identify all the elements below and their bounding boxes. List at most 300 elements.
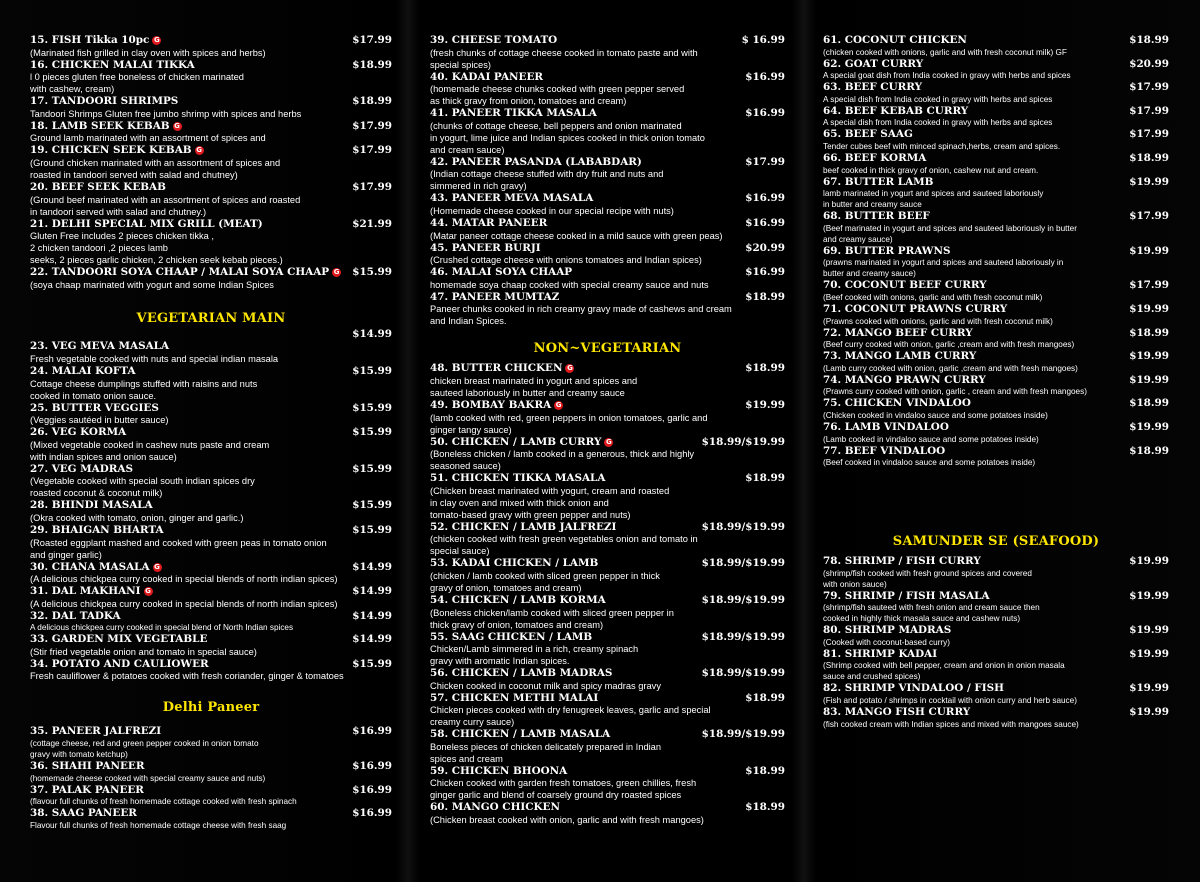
menu-item	[823, 81, 1169, 105]
dish-name	[30, 59, 195, 72]
menu-item-header	[430, 594, 785, 607]
dish-description: Chicken cooked with garden fresh tomatoes, green chillies, fresh ginger garlic and blend of coarsely ground dry roasted spices	[430, 778, 697, 801]
dish-name-text: 63. BEEF CURRY	[823, 81, 923, 94]
dish-description: (Mixed vegetable cooked in cashew nuts paste and cream with indian spices and onion sauce)	[30, 439, 270, 462]
menu-item-header	[30, 402, 392, 415]
menu-item-header	[823, 350, 1169, 363]
menu-item	[430, 71, 785, 108]
menu-item	[823, 279, 1169, 303]
dish-price: $20.99	[745, 241, 785, 254]
menu-item	[30, 499, 392, 524]
menu-item-header	[823, 445, 1169, 458]
dish-name	[30, 426, 126, 439]
dish-description: (Prawns curry cooked with onion, garlic , cream and with fresh mangoes)	[823, 387, 1087, 397]
menu-item	[30, 585, 392, 610]
menu-item	[30, 658, 392, 683]
dish-description: (Boneless chicken / lamb cooked in a generous, thick and highly seasoned sauce)	[430, 449, 695, 472]
dish-description: (chunks of cottage cheese, bell peppers and onion marinated in yogurt, lime juice and Indian spices cooked in thick onion tomato and cream sauce)	[430, 120, 705, 155]
gluten-free-badge-icon: G	[196, 146, 202, 155]
dish-price: $19.99	[1129, 420, 1169, 433]
dish-name-text: 55. SAAG CHICKEN / LAMB	[430, 630, 593, 643]
dish-price: $17.99	[352, 34, 392, 46]
dish-name	[30, 181, 166, 194]
dish-name-text: 26. VEG KORMA	[30, 426, 127, 439]
menu-item	[430, 242, 785, 267]
dish-description: Cottage cheese dumplings stuffed with raisins and nuts cooked in tomato onion sauce.	[30, 378, 258, 401]
section-heading: NON~VEGETARIAN	[533, 341, 682, 357]
dish-description: (fresh chunks of cottage cheese cooked in tomato paste and with special spices)	[430, 47, 698, 70]
dish-name-text: 43. PANEER MEVA MASALA	[430, 192, 594, 205]
menu-item-header	[823, 210, 1169, 223]
dish-price: $17.99	[745, 155, 785, 168]
menu-item	[823, 245, 1169, 280]
dish-name-text: 40. KADAI PANEER	[430, 70, 544, 83]
dish-name	[430, 631, 592, 644]
dish-name	[30, 463, 133, 476]
dish-price: $18.99/$19.99	[701, 728, 785, 741]
dish-price: $19.99	[1129, 647, 1169, 660]
menu-item-header	[430, 557, 785, 570]
dish-price: $19.99	[1129, 555, 1169, 568]
dish-name-text: 24. MALAI KOFTA	[30, 364, 136, 377]
dish-name	[30, 524, 164, 537]
menu-item	[430, 192, 785, 217]
dish-name	[30, 218, 263, 231]
menu-item	[823, 34, 1169, 58]
dish-name-text: 78. SHRIMP / FISH CURRY	[823, 555, 981, 568]
dish-name	[430, 107, 597, 120]
dish-name-text: 58. CHICKEN / LAMB MASALA	[430, 728, 611, 741]
dish-name	[823, 590, 990, 603]
dish-name-text: 33. GARDEN MIX VEGETABLE	[30, 633, 208, 646]
dish-description: (Boneless chicken/lamb cooked with sliced green pepper in thick gravy of onion, tomatoes and cream)	[430, 607, 674, 630]
dish-name	[30, 34, 161, 47]
dish-name-text: 41. PANEER TIKKA MASALA	[430, 107, 597, 120]
dish-description: Ground lamb marinated with an assortment of spices and	[30, 133, 266, 144]
menu-item-header	[30, 34, 392, 47]
dish-name-text: 60. MANGO CHICKEN	[430, 801, 560, 814]
dish-name-text: 20. BEEF SEEK KEBAB	[30, 180, 166, 193]
menu-item-header	[30, 144, 392, 157]
dish-name	[823, 279, 987, 292]
menu-item	[30, 633, 392, 658]
dish-name	[430, 521, 616, 534]
dish-name	[430, 667, 612, 680]
dish-description: (chicken / lamb cooked with sliced green pepper in thick gravy of onion, tomatoes and cream)	[430, 570, 660, 593]
dish-name-text: 57. CHICKEN METHI MALAI	[430, 691, 599, 704]
dish-description: (Lamb curry cooked with onion, garlic ,cream and with fresh mangoes)	[823, 363, 1078, 373]
menu-item	[30, 181, 392, 218]
menu-item-header	[30, 95, 392, 108]
menu-item	[30, 725, 392, 760]
dish-name	[823, 34, 967, 47]
dish-description: lamb marinated in yogurt and spices and sauteed laboriously in butter and creamy sauce	[823, 189, 1044, 210]
dish-description: (shrimp/fish sauteed with fresh onion and cream sauce then cooked in highly thick masala sauce and cashew nuts)	[823, 603, 1040, 624]
menu-item	[30, 402, 392, 427]
menu-item	[430, 399, 785, 436]
dish-name-text: 72. MANGO BEEF CURRY	[823, 326, 973, 339]
dish-price: $18.99	[1129, 326, 1169, 339]
menu-item-header	[823, 327, 1169, 340]
dish-name-text: 42. PANEER PASANDA (LABABDAR)	[430, 155, 642, 168]
menu-item-header	[823, 706, 1169, 719]
dish-name-text: 21. DELHI SPECIAL MIX GRILL (MEAT)	[30, 217, 263, 230]
dish-price: $18.99	[1129, 34, 1169, 46]
gluten-free-badge-icon: G	[154, 562, 160, 571]
dish-name-text: 53. KADAI CHICKEN / LAMB	[430, 557, 599, 570]
dish-name	[823, 176, 933, 189]
dish-description: (Beef curry cooked with onion, garlic ,cream and with fresh mangoes)	[823, 340, 1075, 350]
dish-name	[430, 156, 642, 169]
menu-item	[30, 610, 392, 634]
menu-item-header	[430, 436, 785, 449]
menu-item-header	[430, 728, 785, 741]
dish-description: (Stir fried vegetable onion and tomato in special sauce)	[30, 646, 257, 657]
menu-item-header	[30, 463, 392, 476]
dish-description: (homemade cheese chunks cooked with green pepper served as thick gravy from onion, tomatoes and cream)	[430, 84, 685, 107]
dish-name	[823, 350, 976, 363]
dish-description: (fish cooked cream with Indian spices and mixed with mangoes sauce)	[823, 719, 1079, 729]
menu-item	[30, 59, 392, 96]
dish-description: Tandoori Shrimps Gluten free jumbo shrimp with spices and herbs	[30, 108, 302, 119]
dish-price: $18.99	[352, 95, 392, 108]
dish-description: Flavour full chunks of fresh homemade cottage cheese with fresh saag	[30, 820, 287, 830]
dish-name	[30, 120, 182, 133]
dish-name	[430, 436, 613, 449]
dish-name	[823, 245, 950, 258]
dish-name-text: 77. BEEF VINDALOO	[823, 444, 946, 457]
menu-item-header	[30, 340, 392, 353]
dish-price: $21.99	[352, 217, 392, 230]
dish-name	[430, 594, 606, 607]
menu-item-header	[30, 120, 392, 133]
menu-item-header	[430, 242, 785, 255]
dish-name	[30, 95, 178, 108]
menu-item	[430, 521, 785, 558]
dish-name	[430, 557, 598, 570]
dish-price: $14.99	[352, 609, 392, 622]
menu-item	[430, 631, 785, 668]
dish-price: $16.99	[352, 725, 392, 738]
dish-name	[30, 725, 161, 738]
menu-item	[30, 426, 392, 463]
dish-description: (Indian cottage cheese stuffed with dry fruit and nuts and simmered in rich gravy)	[430, 169, 664, 192]
dish-name	[823, 303, 1007, 316]
menu-item	[30, 365, 392, 402]
dish-name-text: 16. CHICKEN MALAI TIKKA	[30, 58, 195, 71]
menu-item-header	[30, 633, 392, 646]
menu-item-header	[430, 266, 785, 279]
dish-price: $19.99	[1129, 373, 1169, 386]
menu-item-header	[30, 610, 392, 623]
dish-price: $ 16.99	[741, 34, 785, 46]
dish-description: (Okra cooked with tomato, onion, ginger and garlic.)	[30, 512, 244, 523]
menu-item	[430, 765, 785, 802]
menu-item-header	[30, 266, 392, 279]
dish-description: (Roasted eggplant mashed and cooked with green peas in tomato onion and ginger garlic)	[30, 537, 327, 560]
dish-name	[30, 658, 209, 671]
dish-price: $15.99	[352, 401, 392, 414]
menu-item-header	[30, 499, 392, 512]
menu-item	[430, 156, 785, 193]
section-heading: SAMUNDER SE (SEAFOOD)	[892, 534, 1100, 550]
menu-item-header	[430, 667, 785, 680]
menu-item	[823, 327, 1169, 351]
dish-price: $17.99	[352, 119, 392, 132]
menu-item-header	[30, 218, 392, 231]
dish-price: $15.99	[352, 426, 392, 439]
dish-name-text: 83. MANGO FISH CURRY	[823, 706, 971, 719]
dish-price: $18.99/$19.99	[701, 630, 785, 643]
menu-item-header	[823, 648, 1169, 661]
dish-name	[823, 682, 1004, 695]
dish-name	[430, 291, 559, 304]
menu-item	[30, 266, 392, 291]
dish-price: $18.99/$19.99	[701, 667, 785, 680]
menu-item-header	[30, 658, 392, 671]
dish-price: $14.99	[352, 560, 392, 573]
dish-price: $18.99	[1129, 444, 1169, 457]
menu-item	[823, 624, 1169, 648]
dish-description: (Fish and potato / shrimps in cocktail with onion curry and herb sauce)	[823, 696, 1077, 706]
dish-name	[430, 399, 563, 412]
menu-item-header	[823, 128, 1169, 141]
dish-price: $18.99	[745, 801, 785, 814]
menu-item	[430, 557, 785, 594]
menu-item-header	[430, 217, 785, 230]
dish-name	[430, 217, 547, 230]
dish-name	[430, 692, 598, 705]
dish-name-text: 71. COCONUT PRAWNS CURRY	[823, 302, 1008, 315]
dish-name	[430, 728, 610, 741]
dish-description: (lamb cooked with red, green peppers in onion tomatoes, garlic and ginger tangy sauce)	[430, 412, 708, 435]
dish-name	[30, 585, 153, 598]
gluten-free-badge-icon: G	[333, 268, 340, 277]
dish-name	[430, 472, 605, 485]
menu-item	[430, 728, 785, 765]
dish-name-text: 29. BHAIGAN BHARTA	[30, 523, 164, 536]
menu-item	[430, 291, 785, 328]
dish-description: (Veggies sautéed in butter sauce)	[30, 415, 169, 426]
dish-name	[430, 765, 567, 778]
menu-item	[823, 374, 1169, 398]
dish-description: (prawns marinated in yogurt and spices and sauteed laboriously in butter and creamy sauce)	[823, 258, 1064, 279]
dish-price: $16.99	[745, 192, 785, 205]
dish-description: (Matar paneer cottage cheese cooked in a mild sauce with green peas)	[430, 230, 723, 241]
menu-item	[823, 555, 1169, 590]
menu-item	[30, 760, 392, 784]
dish-name-text: 81. SHRIMP KADAI	[823, 647, 938, 660]
dish-description: (Chicken breast marinated with yogurt, cream and roasted in clay oven and mixed with thick onion and tomato-based gravy with green pepper and nuts)	[430, 485, 670, 520]
dish-name-text: 15. FISH Tikka 10pc	[30, 34, 150, 46]
menu-item-header	[430, 521, 785, 534]
menu-item	[430, 362, 785, 399]
dish-description: (Shrimp cooked with bell pepper, cream and onion in onion masala sauce and crushed spices)	[823, 661, 1065, 682]
dish-price: $16.99	[745, 107, 785, 120]
dish-price: $17.99	[1129, 104, 1169, 117]
dish-name-text: 44. MATAR PANEER	[430, 216, 548, 229]
dish-price: $17.99	[1129, 128, 1169, 141]
dish-description: A special dish from India cooked in gravy with herbs and spices	[823, 118, 1053, 128]
dish-description: Tender cubes beef with minced spinach,herbs, cream and spices.	[823, 141, 1061, 151]
dish-name	[430, 192, 593, 205]
dish-name-text: 67. BUTTER LAMB	[823, 175, 934, 188]
menu-item-header	[30, 365, 392, 378]
dish-name-text: 28. BHINDI MASALA	[30, 499, 153, 512]
dish-price: $17.99	[352, 180, 392, 193]
dish-price: $19.99	[1129, 350, 1169, 363]
dish-name	[30, 365, 136, 378]
menu-item	[430, 266, 785, 291]
dish-description: Boneless pieces of chicken delicately prepared in Indian spices and cream	[430, 741, 662, 764]
dish-description: chicken breast marinated in yogurt and spices and sauteed laboriously in butter and creamy sauce	[430, 375, 638, 398]
dish-name-text: 73. MANGO LAMB CURRY	[823, 350, 977, 363]
dish-name	[823, 555, 981, 568]
menu-item-header	[430, 631, 785, 644]
dish-name-text: 59. CHICKEN BHOONA	[430, 764, 568, 777]
gluten-free-badge-icon: G	[153, 36, 160, 44]
dish-price: $18.99/$19.99	[701, 557, 785, 570]
dish-name-text: 76. LAMB VINDALOO	[823, 420, 949, 433]
dish-name	[430, 34, 557, 47]
menu-item	[430, 436, 785, 473]
dish-price: $19.99	[1129, 589, 1169, 602]
dish-name-text: 54. CHICKEN / LAMB KORMA	[430, 593, 606, 606]
menu-item	[823, 397, 1169, 421]
dish-price: $15.99	[352, 364, 392, 377]
menu-item-header	[823, 105, 1169, 118]
dish-price: $18.99	[1129, 151, 1169, 164]
dish-name	[30, 144, 204, 157]
dish-description: (chicken cooked with fresh green vegetables onion and tomato in special sauce)	[430, 534, 698, 557]
menu-item	[30, 218, 392, 267]
dish-price: $18.99	[745, 691, 785, 704]
menu-item	[823, 682, 1169, 706]
dish-description: (cottage cheese, red and green pepper cooked in onion tomato gravy with tomato ketchup)	[30, 739, 259, 760]
dish-price: $16.99	[745, 216, 785, 229]
menu-item	[823, 128, 1169, 152]
dish-name	[30, 760, 144, 773]
dish-name-text: 79. SHRIMP / FISH MASALA	[823, 589, 990, 602]
dish-name	[823, 421, 949, 434]
dish-name	[430, 266, 572, 279]
dish-price: $15.99	[352, 499, 392, 512]
dish-name	[823, 706, 970, 719]
dish-description: (A delicious chickpea curry cooked in special blends of north indian spices)	[30, 574, 338, 585]
dish-name	[823, 105, 968, 118]
dish-name	[430, 362, 574, 375]
dish-name-text: 74. MANGO PRAWN CURRY	[823, 373, 986, 386]
menu-item-header	[430, 71, 785, 84]
dish-name-text: 56. CHICKEN / LAMB MADRAS	[430, 667, 613, 680]
menu-item	[430, 34, 785, 71]
dish-name-text: 64. BEEF KEBAB CURRY	[823, 104, 969, 117]
menu-item	[823, 706, 1169, 730]
dish-name	[823, 327, 973, 340]
dish-name-text: 17. TANDOORI SHRIMPS	[30, 95, 179, 108]
menu-item	[823, 350, 1169, 374]
dish-name-text: 39. CHEESE TOMATO	[430, 34, 558, 46]
dish-name	[30, 340, 169, 353]
dish-name	[30, 499, 153, 512]
dish-price: $18.99	[745, 362, 785, 375]
menu-item-header	[30, 585, 392, 598]
menu-item-header	[30, 181, 392, 194]
dish-name	[430, 71, 543, 84]
dish-name	[823, 128, 913, 141]
dish-description: (shrimp/fish cooked with fresh ground spices and covered with onion sauce)	[823, 568, 1032, 589]
dish-price: $17.99	[352, 144, 392, 157]
dish-name	[30, 610, 121, 623]
dish-name	[30, 561, 162, 574]
dish-name-text: 69. BUTTER PRAWNS	[823, 244, 951, 257]
menu-item-header	[823, 279, 1169, 292]
dish-price: $18.99	[745, 290, 785, 303]
menu-item-header	[823, 397, 1169, 410]
menu-item-header	[823, 58, 1169, 71]
dish-description: (Lamb cooked in vindaloo sauce and some potatoes inside)	[823, 434, 1039, 444]
dish-name	[823, 210, 930, 223]
dish-description: (Homemade cheese cooked in our special recipe with nuts)	[430, 205, 674, 216]
dish-name-text: 62. GOAT CURRY	[823, 57, 924, 70]
menu-item-header	[823, 303, 1169, 316]
dish-description: Paneer chunks cooked in rich creamy gravy made of cashews and cream and Indian Spices.	[430, 304, 732, 327]
menu-item-header	[430, 362, 785, 375]
dish-price: $19.99	[1129, 302, 1169, 315]
menu-item-header	[430, 692, 785, 705]
dish-price: $16.99	[352, 807, 392, 820]
dish-description: (Beef cooked with onions, garlic and with fresh coconut milk)	[823, 292, 1043, 302]
menu-item-header	[823, 245, 1169, 258]
menu-item-header	[823, 421, 1169, 434]
dish-name-text: 34. POTATO AND CAULIOWER	[30, 657, 209, 670]
dish-name-text: 32. DAL TADKA	[30, 609, 121, 622]
dish-name-text: 27. VEG MADRAS	[30, 462, 133, 475]
dish-name-text: 18. LAMB SEEK KEBAB	[30, 119, 170, 132]
menu-item	[430, 667, 785, 692]
dish-price: $15.99	[352, 657, 392, 670]
dish-price: $18.99	[352, 58, 392, 71]
dish-price: $14.99	[352, 633, 392, 646]
dish-description: Chicken cooked in coconut milk and spicy madras gravy	[430, 680, 661, 691]
menu-item-header	[430, 291, 785, 304]
dish-description: (Ground beef marinated with an assortment of spices and roasted in tandoori served with salad and chutney.)	[30, 194, 301, 217]
menu-item-header	[823, 555, 1169, 568]
dish-description: (A delicious chickpea curry cooked in special blends of north indian spices)	[30, 598, 338, 609]
dish-name-text: 31. DAL MAKHANI	[30, 585, 141, 598]
dish-name-text: 82. SHRIMP VINDALOO / FISH	[823, 682, 1004, 695]
dish-description: (Chicken breast cooked with onion, garlic and with fresh mangoes)	[430, 815, 704, 826]
menu-item	[823, 303, 1169, 327]
menu-column-2	[430, 34, 785, 826]
menu-item-header	[823, 176, 1169, 189]
menu-item	[430, 692, 785, 729]
dish-name-text: 68. BUTTER BEEF	[823, 210, 930, 223]
dish-name-text: 30. CHANA MASALA	[30, 560, 150, 573]
menu-item	[30, 463, 392, 500]
menu-item	[823, 590, 1169, 625]
menu-item-header	[30, 561, 392, 574]
dish-name	[823, 81, 922, 94]
dish-name-text: 70. COCONUT BEEF CURRY	[823, 279, 987, 292]
menu-item	[823, 648, 1169, 683]
dish-name-text: 48. BUTTER CHICKEN	[430, 362, 563, 375]
menu-item	[30, 561, 392, 586]
section-heading: VEGETARIAN MAIN	[136, 310, 286, 326]
dish-name	[823, 397, 971, 410]
dish-name	[823, 648, 937, 661]
dish-price: $19.99	[745, 398, 785, 411]
